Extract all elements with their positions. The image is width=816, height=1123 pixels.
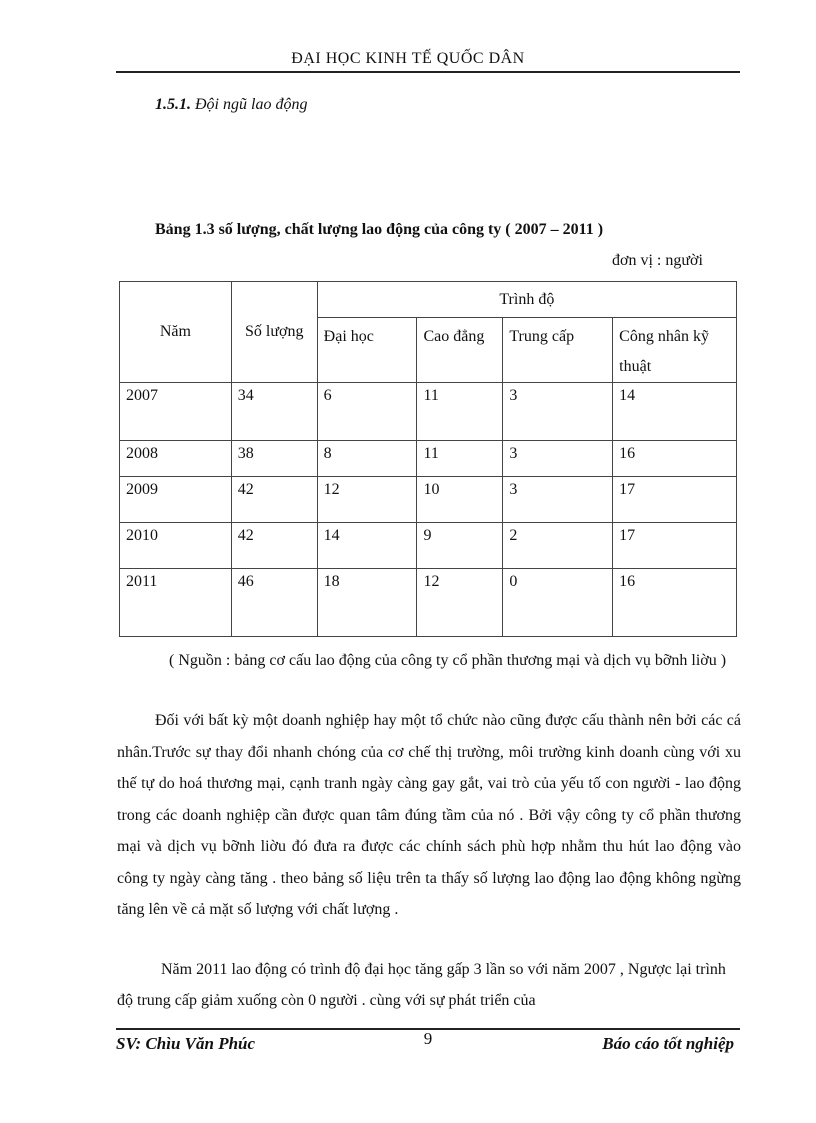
cell-intermediate: 0	[503, 569, 613, 637]
table-row	[120, 441, 737, 477]
cell-year: 2007	[120, 383, 232, 441]
header-level: Trình độ	[317, 282, 736, 318]
cell-technical: 16	[613, 569, 737, 637]
footer-student-name: SV: Chìu Văn Phúc	[116, 1034, 256, 1053]
labor-table	[119, 281, 737, 637]
cell-intermediate: 3	[503, 477, 613, 523]
header-year: Năm	[120, 282, 232, 383]
section-title: Đội ngũ lao động	[195, 96, 308, 113]
cell-university: 14	[317, 523, 417, 569]
table-row	[120, 569, 737, 637]
cell-quantity: 42	[231, 523, 317, 569]
cell-technical: 16	[613, 441, 737, 477]
cell-year: 2008	[120, 441, 232, 477]
cell-intermediate: 2	[503, 523, 613, 569]
table-source-note: ( Nguồn : bảng cơ cấu lao động của công ty cổ phần thương mại và dịch vụ bỡnh liờu )	[169, 652, 727, 669]
table-unit: đơn vị : người	[612, 252, 703, 269]
cell-intermediate: 3	[503, 383, 613, 441]
cell-college: 10	[417, 477, 503, 523]
table-row	[120, 523, 737, 569]
cell-quantity: 38	[231, 441, 317, 477]
cell-year: 2011	[120, 569, 232, 637]
cell-university: 18	[317, 569, 417, 637]
cell-college: 11	[417, 441, 503, 477]
cell-year: 2010	[120, 523, 232, 569]
section-number: 1.5.1.	[155, 96, 191, 113]
section-heading	[155, 96, 307, 114]
cell-year: 2009	[120, 477, 232, 523]
cell-quantity: 34	[231, 383, 317, 441]
page-header-title: ĐẠI HỌC KINH TẾ QUỐC DÂN	[291, 50, 525, 67]
cell-college: 9	[417, 523, 503, 569]
cell-quantity: 46	[231, 569, 317, 637]
body-paragraph: Năm 2011 lao động có trình độ đại học tăng gấp 3 lần so với năm 2007 , Ngược lại trình độ trung cấp giảm xuống còn 0 người . cùng với sự phát triển của	[117, 961, 726, 1009]
table-caption: Bảng 1.3 số lượng, chất lượng lao động của công ty ( 2007 – 2011 )	[155, 221, 604, 238]
header-intermediate: Trung cấp	[503, 318, 613, 383]
header-technical: Công nhân kỹ thuật	[613, 318, 737, 383]
cell-quantity: 42	[231, 477, 317, 523]
cell-college: 11	[417, 383, 503, 441]
cell-university: 8	[317, 441, 417, 477]
cell-technical: 17	[613, 523, 737, 569]
cell-university: 6	[317, 383, 417, 441]
header-quantity: Số lượng	[231, 282, 317, 383]
header-college: Cao đẳng	[417, 318, 503, 383]
cell-university: 12	[317, 477, 417, 523]
cell-college: 12	[417, 569, 503, 637]
page-number: 9	[423, 1029, 433, 1048]
header-divider	[116, 71, 740, 73]
table-row	[120, 383, 737, 441]
header-university: Đại học	[317, 318, 417, 383]
cell-intermediate: 3	[503, 441, 613, 477]
cell-technical: 17	[613, 477, 737, 523]
table-row	[120, 477, 737, 523]
cell-technical: 14	[613, 383, 737, 441]
footer-report-title: Báo cáo tốt nghiệp	[602, 1034, 734, 1053]
body-paragraph: Đối với bất kỳ một doanh nghiệp hay một tổ chức nào cũng được cấu thành nên bởi các cá nhân.Trước sự thay đổi nhanh chóng của cơ chế thị trường, môi trường kinh doanh cùng với xu thế tự do hoá thương mại, cạnh tranh ngày càng gay gắt, vai trò của yếu tố con người - lao động trong các doanh nghiệp cần được quan tâm đúng tầm của nó . Bởi vậy công ty cổ phần thương mại và dịch vụ bỡnh liờu đó đưa ra được các chính sách phù hợp nhằm thu hút lao động vào công ty ngày càng tăng . theo bảng số liệu trên ta thấy số lượng lao động lao động không ngừng tăng lên về cả mặt số lượng với chất lượng .	[117, 712, 741, 918]
